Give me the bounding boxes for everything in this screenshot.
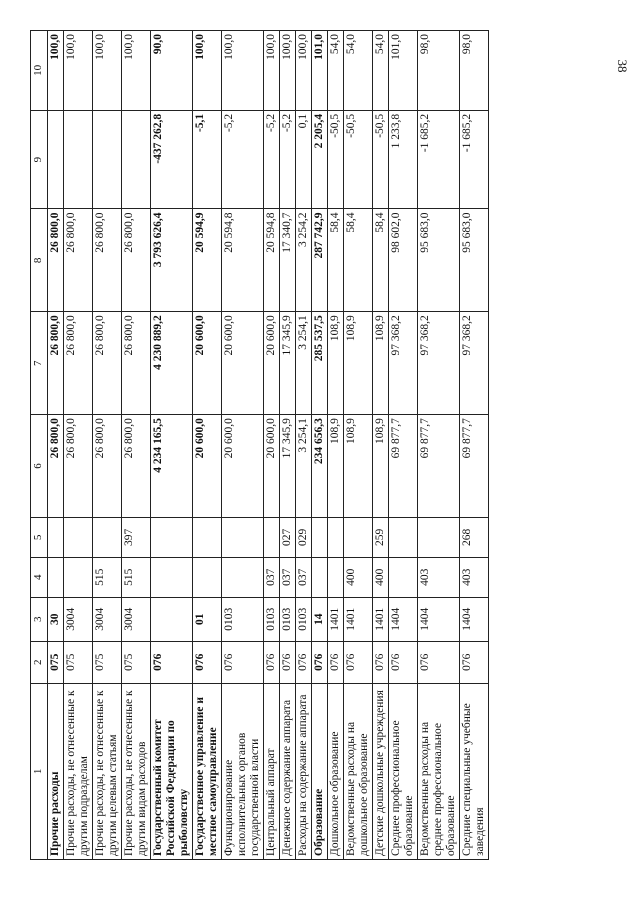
table-cell: 26 800,0 — [48, 209, 64, 312]
table-cell: 3004 — [122, 597, 151, 641]
table-row — [328, 31, 344, 860]
table-cell: 0,1 — [296, 110, 312, 209]
row-label: Государственный комитет Российской Федерации по рыболовству — [151, 683, 193, 859]
table-cell: 100,0 — [193, 31, 222, 111]
table-cell: 100,0 — [93, 31, 122, 111]
table-cell: 076 — [389, 641, 418, 683]
table-cell: 268 — [460, 517, 489, 557]
table-cell: 58,4 — [344, 209, 373, 312]
table-cell: 108,9 — [344, 415, 373, 518]
table-cell — [64, 517, 93, 557]
table-cell: 108,9 — [328, 312, 344, 415]
table-row — [93, 31, 122, 860]
table-cell — [389, 517, 418, 557]
table-cell: 2 205,4 — [312, 110, 328, 209]
table-cell: -50,5 — [373, 110, 389, 209]
table-cell — [312, 517, 328, 557]
table-cell — [93, 110, 122, 209]
table-cell: 69 877,7 — [418, 415, 460, 518]
table-cell: 037 — [280, 557, 296, 597]
table-cell: 108,9 — [328, 415, 344, 518]
table-cell — [64, 110, 93, 209]
table-cell — [64, 557, 93, 597]
row-label: Государственное управление и местное самоуправление — [193, 683, 222, 859]
table-cell: 515 — [93, 557, 122, 597]
table-cell — [222, 557, 264, 597]
table-cell: 69 877,7 — [460, 415, 489, 518]
table-cell — [48, 557, 64, 597]
column-header: 5 — [31, 517, 48, 557]
table-cell: 0103 — [264, 597, 280, 641]
budget-table — [30, 30, 489, 860]
table-cell: 4 234 165,5 — [151, 415, 193, 518]
row-label: Прочие расходы, не отнесенные к другим видам расходов — [122, 683, 151, 859]
table-cell: 58,4 — [328, 209, 344, 312]
table-cell: 54,0 — [373, 31, 389, 111]
table-cell: 259 — [373, 517, 389, 557]
table-cell: 26 800,0 — [64, 415, 93, 518]
table-cell: 285 537,5 — [312, 312, 328, 415]
row-label: Денежное содержание аппарата — [280, 683, 296, 859]
column-header: 3 — [31, 597, 48, 641]
column-header: 1 — [31, 683, 48, 859]
table-cell: 20 600,0 — [193, 312, 222, 415]
table-body — [48, 31, 489, 860]
table-cell: 100,0 — [64, 31, 93, 111]
table-cell: 234 656,3 — [312, 415, 328, 518]
table-row — [48, 31, 64, 860]
table-cell: 20 594,9 — [193, 209, 222, 312]
row-label: Ведомственные расходы на дошкольное образование — [344, 683, 373, 859]
table-cell: 515 — [122, 557, 151, 597]
table-cell: 101,0 — [389, 31, 418, 111]
table-cell: -5,2 — [264, 110, 280, 209]
table-cell: 20 600,0 — [264, 312, 280, 415]
table-cell — [48, 110, 64, 209]
table-cell: 037 — [264, 557, 280, 597]
row-label: Среднее профессиональное образование — [389, 683, 418, 859]
table-cell: 58,4 — [373, 209, 389, 312]
table-cell: -5,2 — [222, 110, 264, 209]
table-cell — [328, 557, 344, 597]
table-cell: 17 345,9 — [280, 312, 296, 415]
table-cell: 400 — [373, 557, 389, 597]
table-cell — [193, 557, 222, 597]
row-label: Прочие расходы — [48, 683, 64, 859]
table-row — [222, 31, 264, 860]
column-header: 4 — [31, 557, 48, 597]
table-cell: 108,9 — [373, 312, 389, 415]
table-cell: 075 — [48, 641, 64, 683]
table-cell: 20 594,8 — [264, 209, 280, 312]
table-cell: 076 — [418, 641, 460, 683]
column-header: 7 — [31, 312, 48, 415]
table-cell: -50,5 — [328, 110, 344, 209]
table-row — [193, 31, 222, 860]
table-cell: 17 345,9 — [280, 415, 296, 518]
column-header: 6 — [31, 415, 48, 518]
row-label: Расходы на содержание аппарата — [296, 683, 312, 859]
row-label: Средние специальные учебные заведения — [460, 683, 489, 859]
table-cell: 0103 — [296, 597, 312, 641]
table-cell — [93, 517, 122, 557]
table-cell: 90,0 — [151, 31, 193, 111]
table-cell: 0103 — [222, 597, 264, 641]
column-header: 8 — [31, 209, 48, 312]
table-cell: 1401 — [373, 597, 389, 641]
table-cell: 100,0 — [264, 31, 280, 111]
table-cell: 14 — [312, 597, 328, 641]
table-cell: 3 254,1 — [296, 312, 312, 415]
table-cell — [222, 517, 264, 557]
table-cell: 108,9 — [344, 312, 373, 415]
row-label: Дошкольное образование — [328, 683, 344, 859]
table-cell: -5,1 — [193, 110, 222, 209]
table-cell: 20 600,0 — [193, 415, 222, 518]
table-cell: 98,0 — [418, 31, 460, 111]
table-cell: 076 — [264, 641, 280, 683]
table-row — [418, 31, 460, 860]
column-header: 2 — [31, 641, 48, 683]
table-cell: 403 — [460, 557, 489, 597]
table-row — [280, 31, 296, 860]
table-cell: 100,0 — [222, 31, 264, 111]
table-cell: 076 — [151, 641, 193, 683]
table-cell: 108,9 — [373, 415, 389, 518]
table-cell: 1404 — [460, 597, 489, 641]
table-cell: 1 233,8 — [389, 110, 418, 209]
column-header: 9 — [31, 110, 48, 209]
table-cell: 076 — [193, 641, 222, 683]
table-cell: 54,0 — [328, 31, 344, 111]
table-cell: 30 — [48, 597, 64, 641]
table-cell: 076 — [280, 641, 296, 683]
table-cell: 075 — [64, 641, 93, 683]
table-cell: 26 800,0 — [64, 209, 93, 312]
table-cell: 037 — [296, 557, 312, 597]
table-cell: 20 594,8 — [222, 209, 264, 312]
table-row — [344, 31, 373, 860]
table-cell — [122, 110, 151, 209]
table-row — [64, 31, 93, 860]
table-cell: 97 368,2 — [418, 312, 460, 415]
row-label: Образование — [312, 683, 328, 859]
table-cell: 4 230 889,2 — [151, 312, 193, 415]
table-cell — [389, 557, 418, 597]
page-number: 38 — [615, 59, 630, 73]
table-cell: 3004 — [93, 597, 122, 641]
table-cell: 076 — [344, 641, 373, 683]
table-cell: 076 — [328, 641, 344, 683]
table-row — [264, 31, 280, 860]
table-cell: 100,0 — [122, 31, 151, 111]
table-cell — [193, 517, 222, 557]
row-label: Ведомственные расходы на среднее профессиональное образование — [418, 683, 460, 859]
table-cell: 397 — [122, 517, 151, 557]
table-cell — [344, 517, 373, 557]
table-cell: 98 602,0 — [389, 209, 418, 312]
table-cell: -50,5 — [344, 110, 373, 209]
table-cell: 076 — [296, 641, 312, 683]
table-cell: 0103 — [280, 597, 296, 641]
table-cell: 20 600,0 — [222, 312, 264, 415]
row-label: Прочие расходы, не отнесенные к другим подразделам — [64, 683, 93, 859]
table-cell: 100,0 — [48, 31, 64, 111]
table-cell: 01 — [193, 597, 222, 641]
table-cell: 95 683,0 — [418, 209, 460, 312]
table-cell: 3 793 626,4 — [151, 209, 193, 312]
table-cell — [328, 517, 344, 557]
table-cell: 17 340,7 — [280, 209, 296, 312]
table-cell: 3004 — [64, 597, 93, 641]
table-cell: 97 368,2 — [389, 312, 418, 415]
table-row — [151, 31, 193, 860]
row-label: Центральный аппарат — [264, 683, 280, 859]
table-cell: 95 683,0 — [460, 209, 489, 312]
table-cell: 26 800,0 — [48, 312, 64, 415]
table-cell: -1 685,2 — [460, 110, 489, 209]
table-cell: 400 — [344, 557, 373, 597]
table-cell: 54,0 — [344, 31, 373, 111]
table-cell: 20 600,0 — [264, 415, 280, 518]
table-cell: 075 — [93, 641, 122, 683]
table-cell: 100,0 — [280, 31, 296, 111]
table-cell: 1401 — [328, 597, 344, 641]
table-cell: 26 800,0 — [93, 312, 122, 415]
table-cell: 97 368,2 — [460, 312, 489, 415]
table-cell: 075 — [122, 641, 151, 683]
table-cell: -5,2 — [280, 110, 296, 209]
table-cell: 100,0 — [296, 31, 312, 111]
table-row — [389, 31, 418, 860]
table-cell: 076 — [460, 641, 489, 683]
table-cell: 98,0 — [460, 31, 489, 111]
table-cell: 26 800,0 — [122, 209, 151, 312]
table-cell: 26 800,0 — [64, 312, 93, 415]
table-cell: 029 — [296, 517, 312, 557]
table-row — [373, 31, 389, 860]
table-cell: 101,0 — [312, 31, 328, 111]
table-cell — [151, 597, 193, 641]
row-label: Функционирование исполнительных органов государственной власти — [222, 683, 264, 859]
table-cell: 287 742,9 — [312, 209, 328, 312]
table-cell: 26 800,0 — [93, 209, 122, 312]
table-cell: 26 800,0 — [48, 415, 64, 518]
table-cell: 076 — [373, 641, 389, 683]
table-row — [460, 31, 489, 860]
column-header: 10 — [31, 31, 48, 111]
table-cell: 3 254,1 — [296, 415, 312, 518]
table-cell: 1401 — [344, 597, 373, 641]
table-cell: 027 — [280, 517, 296, 557]
table-cell: -437 262,8 — [151, 110, 193, 209]
table-cell — [151, 517, 193, 557]
table-row — [312, 31, 328, 860]
table-cell: 1404 — [418, 597, 460, 641]
table-cell: 26 800,0 — [93, 415, 122, 518]
table-cell: 403 — [418, 557, 460, 597]
row-label: Прочие расходы, не отнесенные к другим целевым статьям — [93, 683, 122, 859]
table-cell: -1 685,2 — [418, 110, 460, 209]
table-row — [122, 31, 151, 860]
table-cell — [312, 557, 328, 597]
table-cell: 3 254,2 — [296, 209, 312, 312]
table-cell — [48, 517, 64, 557]
row-label: Детские дошкольные учреждения — [373, 683, 389, 859]
table-cell: 076 — [222, 641, 264, 683]
table-cell: 69 877,7 — [389, 415, 418, 518]
table-cell: 26 800,0 — [122, 415, 151, 518]
table-cell — [418, 517, 460, 557]
table-cell: 26 800,0 — [122, 312, 151, 415]
table-cell — [151, 557, 193, 597]
table-cell: 20 600,0 — [222, 415, 264, 518]
table-cell — [264, 517, 280, 557]
table-container — [30, 30, 640, 856]
table-cell: 076 — [312, 641, 328, 683]
table-row — [296, 31, 312, 860]
table-header-row — [31, 31, 48, 860]
table-cell: 1404 — [389, 597, 418, 641]
